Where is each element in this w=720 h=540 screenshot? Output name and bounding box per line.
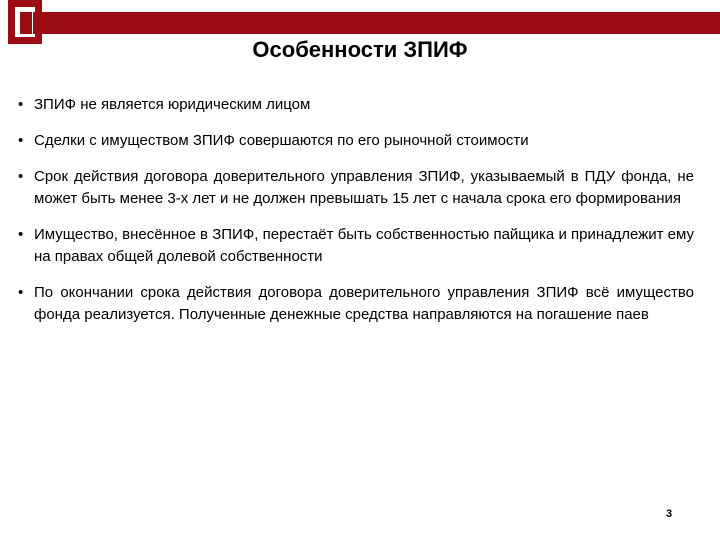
bullet-marker: • [18,96,24,113]
bullet-marker: • [18,284,24,301]
bullet-item [18,94,694,116]
bullet-text: Имущество, внесённое в ЗПИФ, перестаёт быть собственностью пайщика и принадлежит ему на правах общей долевой собственности [34,226,694,265]
corner-decoration-core [20,12,32,34]
slide-title-text: Особенности ЗПИФ [252,37,468,62]
bullet-marker: • [18,226,24,243]
bullet-marker: • [18,168,24,185]
bullet-list [18,94,694,326]
header-bar [33,12,720,34]
bullet-text: Сделки с имуществом ЗПИФ совершаются по его рыночной стоимости [34,132,529,149]
page-number: 3 [666,508,673,520]
bullet-text: ЗПИФ не является юридическим лицом [34,96,311,113]
bullet-marker: • [18,132,24,149]
bullet-text: По окончании срока действия договора доверительного управления ЗПИФ всё имущество фонда реализуется. Полученные денежные средства направляются на погашение паев [34,284,694,323]
bullet-item [18,224,694,268]
bullet-item [18,282,694,326]
bullet-item [18,166,694,210]
bullet-text: Срок действия договора доверительного управления ЗПИФ, указываемый в ПДУ фонда, не может быть менее 3-х лет и не должен превышать 15 лет с начала срока его формирования [34,168,694,207]
bullet-item [18,130,694,152]
slide-title [0,35,720,65]
